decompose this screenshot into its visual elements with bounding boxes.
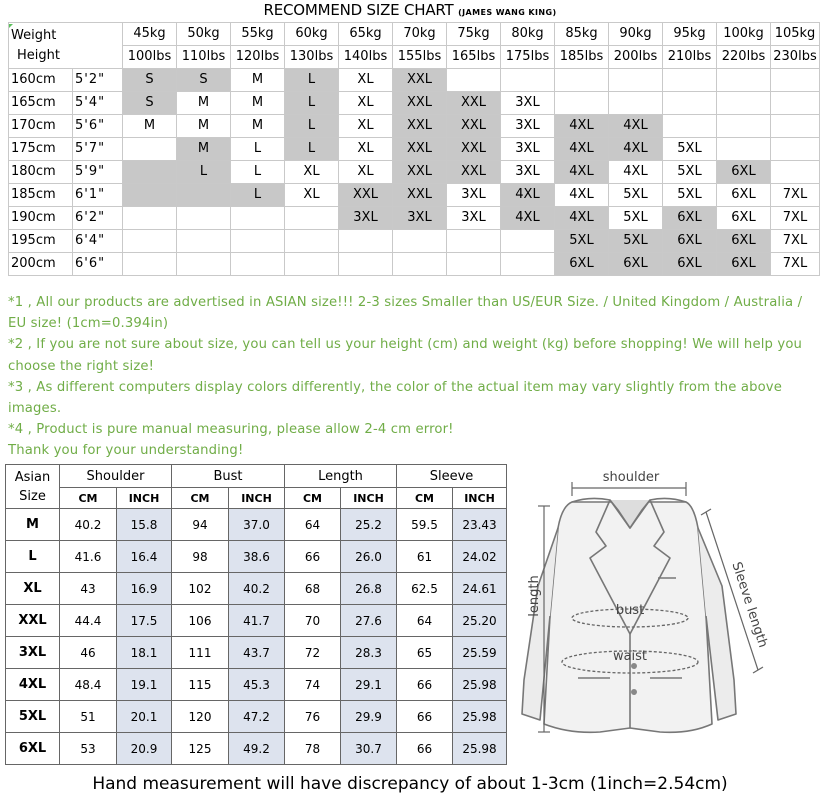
size-cell: 4XL — [555, 138, 609, 161]
size-cell — [447, 69, 501, 92]
weight-kg-header: 55kg — [231, 23, 285, 46]
size-cell — [447, 253, 501, 276]
weight-lbs-header: 175lbs — [501, 46, 555, 69]
chart-title-main: RECOMMEND SIZE CHART — [263, 1, 454, 19]
measure-inch-value: 43.7 — [229, 637, 285, 669]
size-cell: 4XL — [555, 184, 609, 207]
size-cell — [123, 161, 177, 184]
height-cm: 165cm — [9, 92, 73, 115]
size-chart-row — [9, 253, 820, 276]
height-ft-in: 6'6" — [73, 253, 123, 276]
measurement-row — [6, 637, 507, 669]
sleeve-tick-top — [701, 509, 711, 515]
size-cell: 7XL — [771, 207, 820, 230]
weight-lbs-header: 130lbs — [285, 46, 339, 69]
measure-cm-value: 64 — [285, 509, 341, 541]
weight-lbs-header: 200lbs — [609, 46, 663, 69]
size-chart-row — [9, 138, 820, 161]
measure-inch-value: 29.9 — [341, 701, 397, 733]
weight-kg-header: 80kg — [501, 23, 555, 46]
size-chart-row — [9, 161, 820, 184]
size-cell: XL — [339, 138, 393, 161]
size-cell — [663, 69, 717, 92]
measure-cm-value: 115 — [172, 669, 229, 701]
measurement-row — [6, 669, 507, 701]
size-chart-row — [9, 92, 820, 115]
measure-cm-value: 70 — [285, 605, 341, 637]
size-cell: 4XL — [555, 161, 609, 184]
asian-size: 5XL — [6, 701, 60, 733]
size-cell: 3XL — [447, 184, 501, 207]
measure-inch-value: 38.6 — [229, 541, 285, 573]
size-label: Size — [19, 488, 46, 504]
size-cell — [231, 253, 285, 276]
size-cell — [609, 92, 663, 115]
size-cell — [717, 115, 771, 138]
size-cell: 6XL — [555, 253, 609, 276]
measure-inch-value: 24.61 — [453, 573, 507, 605]
size-cell — [285, 230, 339, 253]
measure-inch-value: 25.98 — [453, 701, 507, 733]
measure-inch-value: 25.98 — [453, 669, 507, 701]
sleeve-label: Sleeve length — [728, 560, 771, 650]
measurement-table — [5, 464, 507, 765]
asian-size: 6XL — [6, 733, 60, 765]
note-line: *1 , All our products are advertised in ASIAN size!!! 2-3 sizes Smaller than US/EUR Size. / United Kingdom / Australia / EU size! (1cm=0.394in) — [8, 295, 803, 332]
size-cell: 5XL — [663, 184, 717, 207]
measure-cm-value: 74 — [285, 669, 341, 701]
size-cell — [663, 115, 717, 138]
weight-lbs-header: 120lbs — [231, 46, 285, 69]
measure-cm-value: 59.5 — [397, 509, 453, 541]
size-cell — [555, 92, 609, 115]
measure-inch-value: 16.4 — [117, 541, 172, 573]
weight-kg-header: 95kg — [663, 23, 717, 46]
size-cell: 5XL — [663, 138, 717, 161]
size-cell: XXL — [393, 92, 447, 115]
unit-inch-header: INCH — [229, 488, 285, 509]
size-cell: L — [231, 138, 285, 161]
notes-section — [8, 292, 814, 462]
measurement-row — [6, 541, 507, 573]
size-cell — [285, 253, 339, 276]
jacket-diagram — [510, 466, 812, 772]
size-cell: 7XL — [771, 253, 820, 276]
height-cm: 160cm — [9, 69, 73, 92]
size-cell: 6XL — [663, 253, 717, 276]
waist-label: waist — [612, 649, 648, 664]
measure-cm-value: 94 — [172, 509, 229, 541]
measure-inch-value: 28.3 — [341, 637, 397, 669]
measure-cm-value: 120 — [172, 701, 229, 733]
bust-label: bust — [615, 603, 645, 618]
weight-kg-header: 75kg — [447, 23, 501, 46]
measure-group-header: Length — [285, 465, 397, 488]
weight-kg-header: 70kg — [393, 23, 447, 46]
size-cell: 4XL — [555, 115, 609, 138]
weight-kg-header: 45kg — [123, 23, 177, 46]
weight-kg-header: 85kg — [555, 23, 609, 46]
size-cell: S — [123, 92, 177, 115]
size-cell — [123, 253, 177, 276]
measure-cm-value: 106 — [172, 605, 229, 637]
measure-inch-value: 25.2 — [341, 509, 397, 541]
size-cell — [285, 207, 339, 230]
measure-cm-value: 66 — [397, 669, 453, 701]
size-cell: 4XL — [501, 184, 555, 207]
height-header-label: Height — [17, 47, 60, 63]
measure-cm-value: 44.4 — [60, 605, 117, 637]
weight-kg-header: 100kg — [717, 23, 771, 46]
measure-cm-value: 46 — [60, 637, 117, 669]
measure-inch-value: 25.20 — [453, 605, 507, 637]
measure-cm-value: 66 — [397, 701, 453, 733]
weight-kg-header: 60kg — [285, 23, 339, 46]
size-cell — [447, 230, 501, 253]
size-cell — [771, 161, 820, 184]
size-cell — [717, 138, 771, 161]
size-cell — [177, 253, 231, 276]
weight-kg-header: 65kg — [339, 23, 393, 46]
height-cm: 185cm — [9, 184, 73, 207]
measure-inch-value: 40.2 — [229, 573, 285, 605]
measure-cm-value: 40.2 — [60, 509, 117, 541]
size-cell: XL — [339, 161, 393, 184]
measure-group-header: Sleeve — [397, 465, 507, 488]
size-cell — [231, 207, 285, 230]
size-cell: 6XL — [717, 207, 771, 230]
measure-inch-value: 25.59 — [453, 637, 507, 669]
size-cell: 3XL — [501, 115, 555, 138]
measurement-row — [6, 733, 507, 765]
size-cell: XXL — [447, 138, 501, 161]
size-cell — [771, 115, 820, 138]
size-cell: L — [285, 115, 339, 138]
chart-title-brand: (JAMES WANG KING) — [458, 8, 557, 17]
measure-inch-value: 16.9 — [117, 573, 172, 605]
measure-inch-value: 27.6 — [341, 605, 397, 637]
size-cell: 3XL — [339, 207, 393, 230]
measure-cm-value: 51 — [60, 701, 117, 733]
measure-cm-value: 53 — [60, 733, 117, 765]
size-cell: L — [177, 161, 231, 184]
height-ft-in: 5'9" — [73, 161, 123, 184]
weight-lbs-header: 140lbs — [339, 46, 393, 69]
height-ft-in: 5'7" — [73, 138, 123, 161]
size-cell: XXL — [447, 92, 501, 115]
note-line: Thank you for your understanding! — [8, 443, 244, 459]
height-cm: 175cm — [9, 138, 73, 161]
size-cell: 6XL — [717, 184, 771, 207]
measure-inch-value: 26.8 — [341, 573, 397, 605]
size-cell: XL — [339, 92, 393, 115]
measure-cm-value: 48.4 — [60, 669, 117, 701]
measure-cm-value: 78 — [285, 733, 341, 765]
size-chart-row — [9, 207, 820, 230]
measure-inch-value: 23.43 — [453, 509, 507, 541]
measure-cm-value: 125 — [172, 733, 229, 765]
size-cell: 4XL — [501, 207, 555, 230]
size-cell: 5XL — [609, 184, 663, 207]
unit-cm-header: CM — [172, 488, 229, 509]
size-chart-row — [9, 69, 820, 92]
weight-kg-header: 90kg — [609, 23, 663, 46]
measure-inch-value: 47.2 — [229, 701, 285, 733]
measure-cm-value: 62.5 — [397, 573, 453, 605]
measure-inch-value: 20.1 — [117, 701, 172, 733]
size-cell — [177, 207, 231, 230]
size-cell: L — [285, 138, 339, 161]
measure-inch-value: 41.7 — [229, 605, 285, 637]
height-ft-in: 6'2" — [73, 207, 123, 230]
measure-inch-value: 49.2 — [229, 733, 285, 765]
measurement-row — [6, 573, 507, 605]
size-cell: 3XL — [501, 161, 555, 184]
size-chart-row — [9, 230, 820, 253]
size-cell: 7XL — [771, 230, 820, 253]
asian-size: XXL — [6, 605, 60, 637]
measure-cm-value: 111 — [172, 637, 229, 669]
height-ft-in: 5'2" — [73, 69, 123, 92]
weight-lbs-header: 155lbs — [393, 46, 447, 69]
size-cell: 6XL — [609, 253, 663, 276]
unit-cm-header: CM — [397, 488, 453, 509]
size-cell: L — [231, 161, 285, 184]
size-cell — [231, 230, 285, 253]
size-cell: M — [231, 69, 285, 92]
size-cell — [123, 138, 177, 161]
weight-lbs-header: 210lbs — [663, 46, 717, 69]
size-cell — [663, 92, 717, 115]
height-cm: 190cm — [9, 207, 73, 230]
size-cell: 6XL — [717, 161, 771, 184]
measure-inch-value: 25.98 — [453, 733, 507, 765]
size-cell — [393, 253, 447, 276]
height-cm: 200cm — [9, 253, 73, 276]
size-cell — [555, 69, 609, 92]
size-cell: 7XL — [771, 184, 820, 207]
size-chart-row — [9, 184, 820, 207]
weight-lbs-header: 230lbs — [771, 46, 820, 69]
size-cell — [609, 69, 663, 92]
size-cell: M — [177, 92, 231, 115]
size-cell: XXL — [393, 184, 447, 207]
height-cm: 195cm — [9, 230, 73, 253]
size-cell — [339, 230, 393, 253]
measure-cm-value: 72 — [285, 637, 341, 669]
asian-size: 4XL — [6, 669, 60, 701]
measurement-row — [6, 509, 507, 541]
size-cell: 5XL — [555, 230, 609, 253]
size-chart-row — [9, 115, 820, 138]
asian-size: 3XL — [6, 637, 60, 669]
size-cell — [771, 69, 820, 92]
size-cell — [501, 69, 555, 92]
height-cm: 180cm — [9, 161, 73, 184]
height-cm: 170cm — [9, 115, 73, 138]
size-cell — [501, 253, 555, 276]
unit-inch-header: INCH — [453, 488, 507, 509]
asian-size-header — [6, 465, 60, 509]
measure-cm-value: 41.6 — [60, 541, 117, 573]
measure-cm-value: 76 — [285, 701, 341, 733]
weight-kg-header: 50kg — [177, 23, 231, 46]
measure-cm-value: 102 — [172, 573, 229, 605]
measure-cm-value: 98 — [172, 541, 229, 573]
sleeve-tick-bottom — [753, 667, 763, 673]
weight-lbs-header: 185lbs — [555, 46, 609, 69]
weight-lbs-header: 110lbs — [177, 46, 231, 69]
size-cell: 5XL — [663, 161, 717, 184]
weight-lbs-header: 220lbs — [717, 46, 771, 69]
size-cell: 4XL — [555, 207, 609, 230]
measure-inch-value: 15.8 — [117, 509, 172, 541]
size-cell: 4XL — [609, 115, 663, 138]
size-chart-table — [8, 22, 820, 276]
size-cell: M — [123, 115, 177, 138]
size-cell — [717, 69, 771, 92]
size-cell: 4XL — [609, 161, 663, 184]
size-cell — [123, 184, 177, 207]
note-line: *2 , If you are not sure about size, you can tell us your height (cm) and weight (kg) before shopping! We will help you choose the right size! — [8, 337, 803, 374]
size-cell: XL — [339, 115, 393, 138]
size-cell: 5XL — [609, 230, 663, 253]
measure-inch-value: 37.0 — [229, 509, 285, 541]
measure-inch-value: 20.9 — [117, 733, 172, 765]
size-cell: L — [285, 92, 339, 115]
size-cell: XXL — [393, 115, 447, 138]
measure-cm-value: 64 — [397, 605, 453, 637]
asian-size: L — [6, 541, 60, 573]
measurement-row — [6, 605, 507, 637]
size-cell: XXL — [393, 161, 447, 184]
size-cell: XXL — [339, 184, 393, 207]
height-ft-in: 6'1" — [73, 184, 123, 207]
jacket-button-2 — [631, 689, 637, 695]
height-ft-in: 5'6" — [73, 115, 123, 138]
measure-inch-value: 24.02 — [453, 541, 507, 573]
size-cell: M — [177, 138, 231, 161]
size-cell: XXL — [447, 161, 501, 184]
size-cell: M — [231, 115, 285, 138]
size-cell — [771, 138, 820, 161]
size-cell: 6XL — [663, 207, 717, 230]
unit-cm-header: CM — [285, 488, 341, 509]
size-cell: S — [177, 69, 231, 92]
size-cell — [771, 92, 820, 115]
weight-kg-header: 105kg — [771, 23, 820, 46]
size-cell: 5XL — [609, 207, 663, 230]
weight-header-label: Weight — [11, 27, 57, 43]
shoulder-label: shoulder — [602, 470, 660, 485]
unit-inch-header: INCH — [117, 488, 172, 509]
asian-size: M — [6, 509, 60, 541]
size-cell: L — [231, 184, 285, 207]
size-cell: XL — [285, 184, 339, 207]
asian-label: Asian — [14, 469, 51, 485]
unit-inch-header: INCH — [341, 488, 397, 509]
note-line: *4 , Product is pure manual measuring, please allow 2-4 cm error! — [8, 422, 454, 438]
measure-inch-value: 26.0 — [341, 541, 397, 573]
size-cell: 6XL — [663, 230, 717, 253]
size-cell — [177, 230, 231, 253]
measure-inch-value: 29.1 — [341, 669, 397, 701]
size-cell: 3XL — [447, 207, 501, 230]
size-cell: XL — [285, 161, 339, 184]
footer-note: Hand measurement will have discrepancy of about 1-3cm (1inch=2.54cm) — [92, 774, 728, 794]
size-chart-corner — [9, 23, 123, 69]
size-cell: 3XL — [501, 92, 555, 115]
size-cell: XXL — [393, 69, 447, 92]
size-cell: L — [285, 69, 339, 92]
measure-inch-value: 17.5 — [117, 605, 172, 637]
weight-lbs-header: 100lbs — [123, 46, 177, 69]
size-cell: 6XL — [717, 230, 771, 253]
measure-cm-value: 68 — [285, 573, 341, 605]
size-cell — [123, 207, 177, 230]
size-cell: XXL — [447, 115, 501, 138]
size-cell — [501, 230, 555, 253]
size-cell — [123, 230, 177, 253]
size-cell: M — [177, 115, 231, 138]
height-ft-in: 5'4" — [73, 92, 123, 115]
size-cell — [339, 253, 393, 276]
measure-cm-value: 43 — [60, 573, 117, 605]
size-cell: 4XL — [609, 138, 663, 161]
size-cell: XXL — [393, 138, 447, 161]
size-cell: XL — [339, 69, 393, 92]
measure-inch-value: 18.1 — [117, 637, 172, 669]
weight-lbs-header: 165lbs — [447, 46, 501, 69]
measure-inch-value: 45.3 — [229, 669, 285, 701]
measure-group-header: Shoulder — [60, 465, 172, 488]
measure-group-header: Bust — [172, 465, 285, 488]
measure-cm-value: 66 — [285, 541, 341, 573]
size-cell: S — [123, 69, 177, 92]
note-line: *3 , As different computers display colors differently, the color of the actual item may vary slightly from the above images. — [8, 379, 783, 417]
asian-size: XL — [6, 573, 60, 605]
size-cell — [177, 184, 231, 207]
chart-title — [0, 0, 820, 20]
size-cell — [717, 92, 771, 115]
measurement-row — [6, 701, 507, 733]
height-ft-in: 6'4" — [73, 230, 123, 253]
measure-cm-value: 61 — [397, 541, 453, 573]
size-cell: 3XL — [393, 207, 447, 230]
measure-cm-value: 66 — [397, 733, 453, 765]
unit-cm-header: CM — [60, 488, 117, 509]
size-cell: M — [231, 92, 285, 115]
size-cell: 6XL — [717, 253, 771, 276]
size-cell — [393, 230, 447, 253]
measure-cm-value: 65 — [397, 637, 453, 669]
length-label: length — [527, 575, 542, 617]
size-cell: 3XL — [501, 138, 555, 161]
measure-inch-value: 30.7 — [341, 733, 397, 765]
measure-inch-value: 19.1 — [117, 669, 172, 701]
